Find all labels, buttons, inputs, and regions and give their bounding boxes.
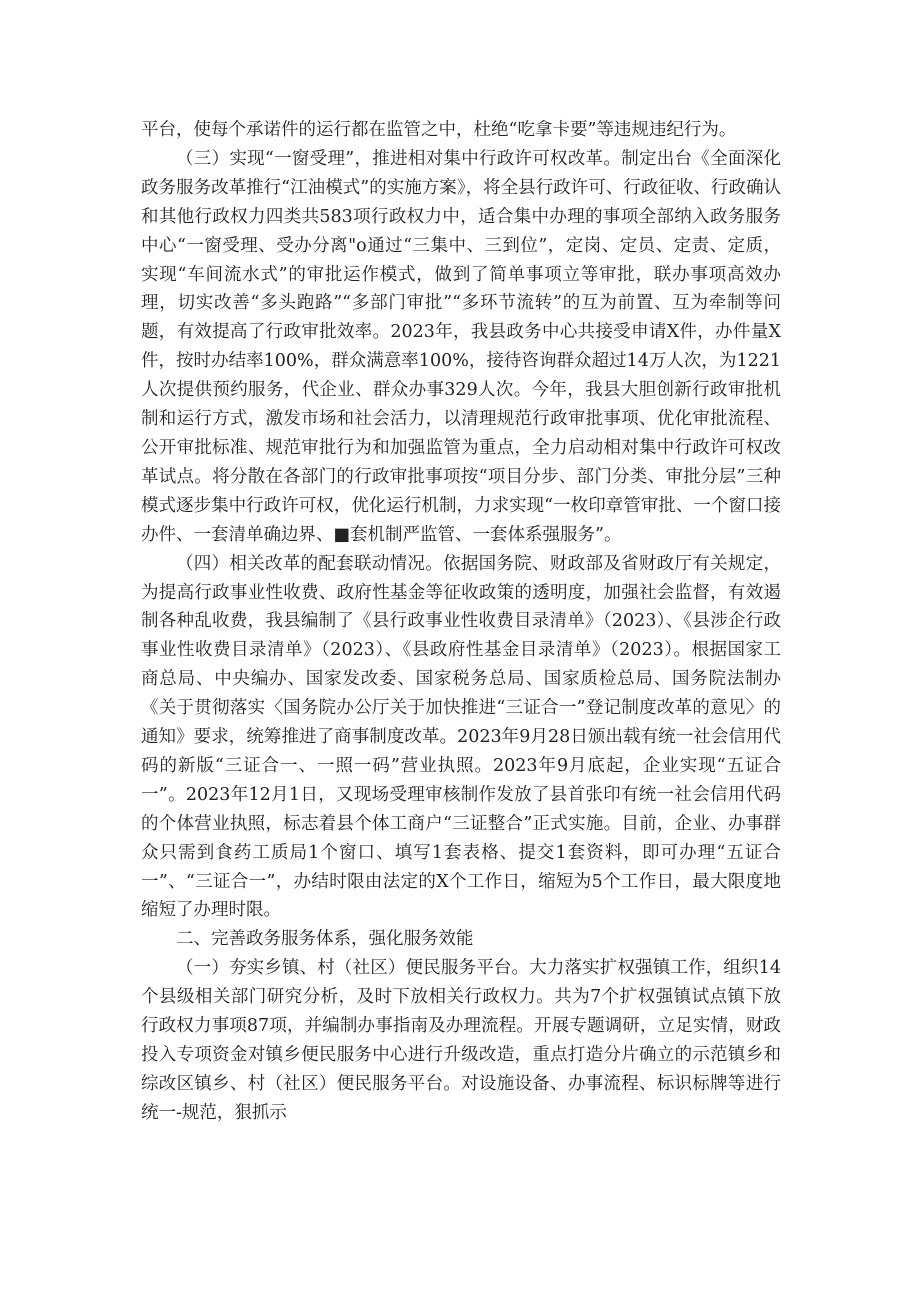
document-page [141,116,781,1128]
paragraph-subsection-1: （一）夯实乡镇、村（社区）便民服务平台。大力落实扩权强镇工作，组织14个县级相关部门研究分析，及时下放相关行政权力。共为7个扩权强镇试点镇下放行政权力事项87项，并编制办事指南及办理流程。开展专题调研，立足实情，财政投入专项资金对镇乡便民服务中心进行升级改造，重点打造分片确立的示范镇乡和综改区镇乡、村（社区）便民服务平台。对设施设备、办事流程、标识标牌等进行统一-规范，狠抓示 [141,958,781,1123]
section-heading-2: 二、完善政务服务体系，强化服务效能 [176,929,474,950]
paragraph-section-3: （三）实现“一窗受理”，推进相对集中行政许可权改革。制定出台《全面深化政务服务改革推行“江油模式”的实施方案》，将全县行政许可、行政征收、行政确认和其他行政权力四类共583项行政权力中，适合集中办理的事项全部纳入政务服务中心“一窗受理、受办分离"o通过“三集中、三到位”，定岗、定员、定责、定质，实现“车间流水式”的审批运作模式，做到了简单事项立等审批，联办事项高效办理，切实改善“多头跑路”“多部门审批”“多环节流转”的互为前置、互为牵制等问题，有效提高了行政审批效率。2023年，我县政务中心共接受申请X件，办件量X件，按时办结率100%，群众满意率100%，接待咨询群众超过14万人次，为1221人次提供预约服务，代企业、群众办事329人次。今年，我县大胆创新行政审批机制和运行方式，激发市场和社会活力，以清理规范行政审批事项、优化审批流程、公开审批标准、规范审批行为和加强监管为重点，全力启动相对集中行政许可权改革试点。将分散在各部门的行政审批事项按“项目分步、部门分类、审批分层”三种模式逐步集中行政许可权，优化运行机制，力求实现“一枚印章管审批、一个窗口接办件、一套清单确边界、■套机制严监管、一套体系强服务”。 [141,148,781,545]
paragraph-continuation: 平台，使每个承诺件的运行都在监管之中，杜绝“吃拿卡要”等违规违纪行为。 [141,120,737,140]
paragraph-section-4: （四）相关改革的配套联动情况。依据国务院、财政部及省财政厅有关规定，为提高行政事业性收费、政府性基金等征收政策的透明度，加强社会监督，有效遏制各种乱收费，我县编制了《县行政事业性收费目录清单》（2023）、《县涉企行政事业性收费目录清单》（2023）、《县政府性基金目录清单》（2023）。根据国家工商总局、中央编办、国家发改委、国家税务总局、国家质检总局、国务院法制办《关于贯彻落实〈国务院办公厅关于加快推进“三证合一”登记制度改革的意见〉的通知》要求，统筹推进了商事制度改革。2023年9月28日颁出载有统一社会信用代码的新版“三证合一、一照一码”营业执照。2023年9月底起，企业实现“五证合一”。2023年12月1日，又现场受理审核制作发放了县首张印有统一社会信用代码的个体营业执照，标志着县个体工商户“三证整合”正式实施。目前，企业、办事群众只需到食药工质局1个窗口、填写1套表格、提交1套资料，即可办理“五证合一”、“三证合一”，办结时限由法定的X个工作日，缩短为5个工作日，最大限度地缩短了办理时限。 [141,553,781,921]
